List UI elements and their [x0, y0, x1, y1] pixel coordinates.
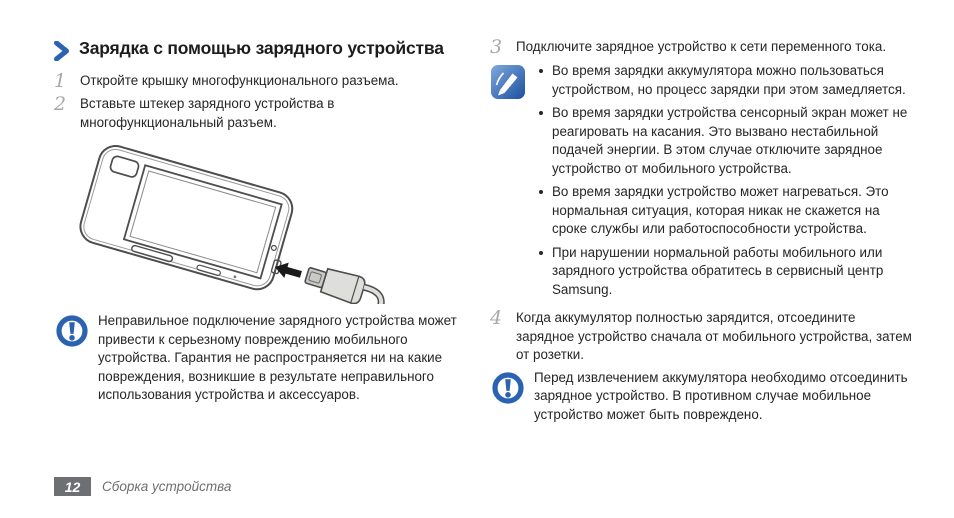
- warning-text: Неправильное подключение зарядного устройства может привести к серьезному повреждению мобильного устройства. Гарантия не распространяется ни на какие повреждения, возникшие в результате неправильного использования устройства и аксессуаров.: [98, 313, 457, 402]
- phone-with-charger-illustration: [62, 136, 466, 304]
- step-number: 4: [490, 307, 503, 329]
- footer-section-label: Сборка устройства: [102, 479, 232, 494]
- warning-note-left: [54, 312, 466, 405]
- warning-icon: [54, 312, 98, 405]
- bullet-icon: [539, 190, 543, 194]
- step-4: [490, 309, 912, 365]
- section-heading: [54, 38, 466, 61]
- note-item: При нарушении нормальной работы мобильного или зарядного устройства обратитесь в сервисный центр Samsung.: [538, 244, 912, 300]
- step-number: 3: [490, 36, 503, 58]
- step-text: Вставьте штекер зарядного устройства в многофункциональный разъем.: [80, 96, 335, 130]
- page-footer: [54, 477, 231, 496]
- page-number: 12: [54, 477, 91, 496]
- bullet-icon: [539, 251, 543, 255]
- warning-text: Перед извлечением аккумулятора необходимо отсоединить зарядное устройство. В противном случае мобильное устройство может быть повреждено.: [534, 369, 908, 422]
- step-3: [490, 38, 912, 57]
- step-text: Когда аккумулятор полностью зарядится, отсоедините зарядное устройство сначала от мобильного устройства, затем от розетки.: [516, 310, 912, 362]
- bullet-icon: [539, 69, 543, 73]
- step-1: [54, 72, 466, 91]
- note-item: Во время зарядки устройства сенсорный экран может не реагировать на касания. Это вызвано нестабильной подачей энергии. В этом случае отключите зарядное устройство от мобильного устройства.: [538, 104, 912, 178]
- step-text: Откройте крышку многофункционального разъема.: [80, 73, 399, 88]
- left-column: [54, 38, 466, 405]
- note-item: Во время зарядки устройство может нагреваться. Это нормальная ситуация, которая никак не скажется на сроке службы или работоспособности устройства.: [538, 183, 912, 239]
- section-title: Зарядка с помощью зарядного устройства: [79, 38, 444, 58]
- step-number: 1: [54, 70, 67, 92]
- note-block: [490, 62, 912, 304]
- right-column: [490, 38, 912, 424]
- notes-list: [538, 62, 912, 304]
- note-item: Во время зарядки аккумулятора можно пользоваться устройством, но процесс зарядки при этом замедляется.: [538, 62, 912, 99]
- bullet-icon: [539, 111, 543, 115]
- step-2: [54, 95, 466, 132]
- chevron-right-icon: [54, 41, 69, 61]
- step-text: Подключите зарядное устройство к сети переменного тока.: [516, 39, 887, 54]
- pen-note-icon: [490, 62, 538, 304]
- warning-icon: [490, 369, 534, 425]
- step-number: 2: [54, 93, 67, 115]
- warning-note-right: [490, 369, 912, 425]
